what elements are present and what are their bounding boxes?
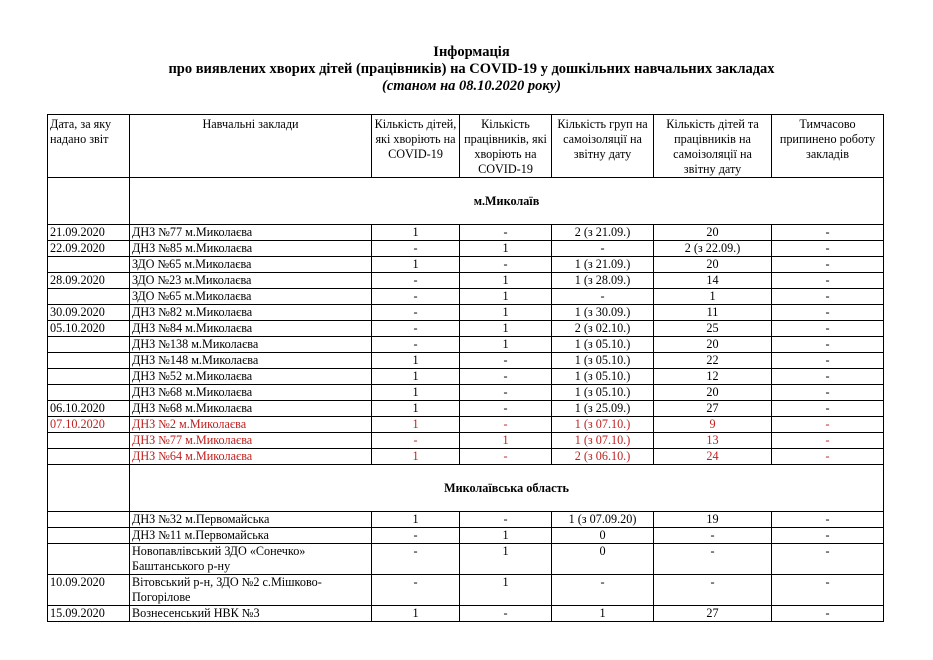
row-date: [48, 528, 130, 544]
row-sick-staff: -: [460, 606, 552, 622]
row-sick-staff: -: [460, 449, 552, 465]
row-institution: ДНЗ №138 м.Миколаєва: [130, 337, 372, 353]
row-closed: -: [772, 273, 884, 289]
row-date: [48, 385, 130, 401]
row-isolated-groups: -: [552, 289, 654, 305]
row-sick-staff: -: [460, 385, 552, 401]
row-closed: -: [772, 289, 884, 305]
row-isolated-groups: 0: [552, 544, 654, 575]
row-isolated-people: 20: [654, 337, 772, 353]
row-closed: -: [772, 528, 884, 544]
row-isolated-people: 20: [654, 225, 772, 241]
table-row: [48, 273, 884, 289]
row-closed: -: [772, 385, 884, 401]
section-empty-cell: [48, 178, 130, 225]
row-isolated-people: 25: [654, 321, 772, 337]
row-institution: ДНЗ №68 м.Миколаєва: [130, 401, 372, 417]
row-date: [48, 289, 130, 305]
header-date: Дата, за яку надано звіт: [48, 115, 130, 178]
row-isolated-groups: 1: [552, 606, 654, 622]
table-row: [48, 449, 884, 465]
row-institution: ДНЗ №2 м.Миколаєва: [130, 417, 372, 433]
row-isolated-people: -: [654, 544, 772, 575]
row-isolated-people: 11: [654, 305, 772, 321]
row-sick-staff: 1: [460, 241, 552, 257]
row-closed: -: [772, 575, 884, 606]
table-row: [48, 433, 884, 449]
row-closed: -: [772, 257, 884, 273]
row-isolated-people: 14: [654, 273, 772, 289]
row-isolated-groups: 1 (з 05.10.): [552, 385, 654, 401]
row-sick-children: -: [372, 273, 460, 289]
row-isolated-people: 27: [654, 401, 772, 417]
row-isolated-groups: 1 (з 21.09.): [552, 257, 654, 273]
row-isolated-people: 24: [654, 449, 772, 465]
row-isolated-groups: 0: [552, 528, 654, 544]
row-isolated-people: 12: [654, 369, 772, 385]
table-row: [48, 512, 884, 528]
row-date: [48, 257, 130, 273]
row-isolated-groups: 1 (з 05.10.): [552, 353, 654, 369]
section-row: [48, 465, 884, 512]
section-empty-cell: [48, 465, 130, 512]
table-row: [48, 417, 884, 433]
row-date: [48, 544, 130, 575]
table-row: [48, 321, 884, 337]
row-isolated-people: 1: [654, 289, 772, 305]
row-sick-children: -: [372, 528, 460, 544]
row-date: 10.09.2020: [48, 575, 130, 606]
row-isolated-groups: 1 (з 28.09.): [552, 273, 654, 289]
row-institution: ЗДО №65 м.Миколаєва: [130, 257, 372, 273]
table-row: [48, 575, 884, 606]
header-isolated-groups: Кількість груп на самоізоляції на звітну дату: [552, 115, 654, 178]
document-subtitle: про виявлених хворих дітей (працівників) на COVID-19 у дошкільних навчальних закладах: [168, 61, 775, 77]
row-institution: ДНЗ №52 м.Миколаєва: [130, 369, 372, 385]
table-row: [48, 289, 884, 305]
row-sick-children: 1: [372, 225, 460, 241]
row-isolated-groups: 2 (з 02.10.): [552, 321, 654, 337]
row-institution: ДНЗ №82 м.Миколаєва: [130, 305, 372, 321]
document-date-note: (станом на 08.10.2020 року): [381, 78, 561, 94]
row-isolated-people: 20: [654, 385, 772, 401]
row-date: [48, 337, 130, 353]
row-closed: -: [772, 337, 884, 353]
row-sick-children: -: [372, 321, 460, 337]
row-closed: -: [772, 433, 884, 449]
row-sick-staff: 1: [460, 544, 552, 575]
table-body: [48, 178, 884, 622]
row-sick-children: -: [372, 305, 460, 321]
row-sick-children: 1: [372, 512, 460, 528]
row-sick-staff: -: [460, 417, 552, 433]
row-isolated-people: -: [654, 575, 772, 606]
row-isolated-groups: -: [552, 241, 654, 257]
row-institution: ДНЗ №148 м.Миколаєва: [130, 353, 372, 369]
row-closed: -: [772, 417, 884, 433]
row-sick-children: -: [372, 575, 460, 606]
row-institution: ДНЗ №77 м.Миколаєва: [130, 225, 372, 241]
row-sick-staff: -: [460, 512, 552, 528]
row-isolated-groups: 1 (з 07.10.): [552, 417, 654, 433]
row-isolated-groups: 1 (з 05.10.): [552, 369, 654, 385]
row-isolated-groups: -: [552, 575, 654, 606]
row-isolated-groups: 1 (з 25.09.): [552, 401, 654, 417]
row-closed: -: [772, 321, 884, 337]
table-row: [48, 401, 884, 417]
row-isolated-people: 19: [654, 512, 772, 528]
row-institution: ДНЗ №84 м.Миколаєва: [130, 321, 372, 337]
section-title: Миколаївська область: [130, 465, 884, 512]
row-isolated-people: 2 (з 22.09.): [654, 241, 772, 257]
row-institution: ЗДО №65 м.Миколаєва: [130, 289, 372, 305]
row-sick-children: 1: [372, 449, 460, 465]
row-date: 07.10.2020: [48, 417, 130, 433]
row-date: [48, 433, 130, 449]
row-closed: -: [772, 512, 884, 528]
header-isolated-people: Кількість дітей та працівників на самоізоляції на звітну дату: [654, 115, 772, 178]
row-sick-children: -: [372, 433, 460, 449]
row-institution: Вітовський р-н, ЗДО №2 с.Мішково-Погорілове: [130, 575, 372, 606]
document-title-block: [0, 44, 933, 95]
row-closed: -: [772, 544, 884, 575]
table-row: [48, 528, 884, 544]
table-row: [48, 369, 884, 385]
table-row: [48, 606, 884, 622]
row-closed: -: [772, 401, 884, 417]
table-row: [48, 385, 884, 401]
row-closed: -: [772, 225, 884, 241]
row-date: 30.09.2020: [48, 305, 130, 321]
row-institution: ДНЗ №11 м.Первомайська: [130, 528, 372, 544]
row-sick-children: 1: [372, 369, 460, 385]
row-isolated-people: 22: [654, 353, 772, 369]
table-row: [48, 257, 884, 273]
row-closed: -: [772, 353, 884, 369]
row-institution: Вознесенський НВК №3: [130, 606, 372, 622]
row-isolated-people: 9: [654, 417, 772, 433]
table-row: [48, 241, 884, 257]
covid-report-table: [47, 114, 884, 622]
row-isolated-groups: 1 (з 07.09.20): [552, 512, 654, 528]
header-sick-children: Кількість дітей, які хворіють на COVID-19: [372, 115, 460, 178]
row-date: 28.09.2020: [48, 273, 130, 289]
row-sick-staff: -: [460, 369, 552, 385]
row-sick-staff: 1: [460, 273, 552, 289]
row-sick-staff: 1: [460, 575, 552, 606]
row-isolated-people: 27: [654, 606, 772, 622]
row-date: 22.09.2020: [48, 241, 130, 257]
table-row: [48, 544, 884, 575]
table-header-row: [48, 115, 884, 178]
row-sick-staff: 1: [460, 305, 552, 321]
row-closed: -: [772, 449, 884, 465]
header-sick-staff: Кількість працівників, які хворіють на COVID-19: [460, 115, 552, 178]
row-date: 15.09.2020: [48, 606, 130, 622]
row-closed: -: [772, 305, 884, 321]
row-institution: ДНЗ №32 м.Первомайська: [130, 512, 372, 528]
table-row: [48, 225, 884, 241]
row-isolated-groups: 1 (з 07.10.): [552, 433, 654, 449]
row-date: 06.10.2020: [48, 401, 130, 417]
row-sick-staff: 1: [460, 321, 552, 337]
section-title: м.Миколаїв: [130, 178, 884, 225]
row-closed: -: [772, 241, 884, 257]
row-date: [48, 512, 130, 528]
row-date: [48, 449, 130, 465]
section-row: [48, 178, 884, 225]
row-institution: ДНЗ №68 м.Миколаєва: [130, 385, 372, 401]
row-isolated-people: 13: [654, 433, 772, 449]
row-date: [48, 353, 130, 369]
row-sick-children: 1: [372, 257, 460, 273]
row-sick-staff: 1: [460, 289, 552, 305]
row-sick-children: -: [372, 241, 460, 257]
table-row: [48, 353, 884, 369]
row-institution: ЗДО №23 м.Миколаєва: [130, 273, 372, 289]
row-institution: ДНЗ №85 м.Миколаєва: [130, 241, 372, 257]
header-closed: Тимчасово припинено роботу закладів: [772, 115, 884, 178]
row-sick-staff: -: [460, 225, 552, 241]
row-isolated-groups: 2 (з 06.10.): [552, 449, 654, 465]
row-sick-children: 1: [372, 353, 460, 369]
row-sick-children: -: [372, 289, 460, 305]
row-date: [48, 369, 130, 385]
document-title: Інформація: [433, 44, 510, 60]
table-row: [48, 305, 884, 321]
row-institution: ДНЗ №77 м.Миколаєва: [130, 433, 372, 449]
row-sick-children: 1: [372, 606, 460, 622]
row-sick-staff: -: [460, 401, 552, 417]
row-sick-staff: -: [460, 257, 552, 273]
row-closed: -: [772, 606, 884, 622]
row-isolated-people: -: [654, 528, 772, 544]
row-sick-staff: 1: [460, 433, 552, 449]
header-institution: Навчальні заклади: [130, 115, 372, 178]
row-sick-children: -: [372, 337, 460, 353]
row-sick-staff: 1: [460, 337, 552, 353]
row-institution: ДНЗ №64 м.Миколаєва: [130, 449, 372, 465]
row-date: 05.10.2020: [48, 321, 130, 337]
row-sick-children: 1: [372, 385, 460, 401]
row-sick-staff: 1: [460, 528, 552, 544]
row-date: 21.09.2020: [48, 225, 130, 241]
row-sick-staff: -: [460, 353, 552, 369]
row-closed: -: [772, 369, 884, 385]
row-sick-children: -: [372, 544, 460, 575]
table-row: [48, 337, 884, 353]
row-isolated-groups: 1 (з 30.09.): [552, 305, 654, 321]
row-sick-children: 1: [372, 401, 460, 417]
row-sick-children: 1: [372, 417, 460, 433]
row-isolated-people: 20: [654, 257, 772, 273]
row-isolated-groups: 2 (з 21.09.): [552, 225, 654, 241]
row-isolated-groups: 1 (з 05.10.): [552, 337, 654, 353]
row-institution: Новопавлівський ЗДО «Сонечко» Баштанського р-ну: [130, 544, 372, 575]
